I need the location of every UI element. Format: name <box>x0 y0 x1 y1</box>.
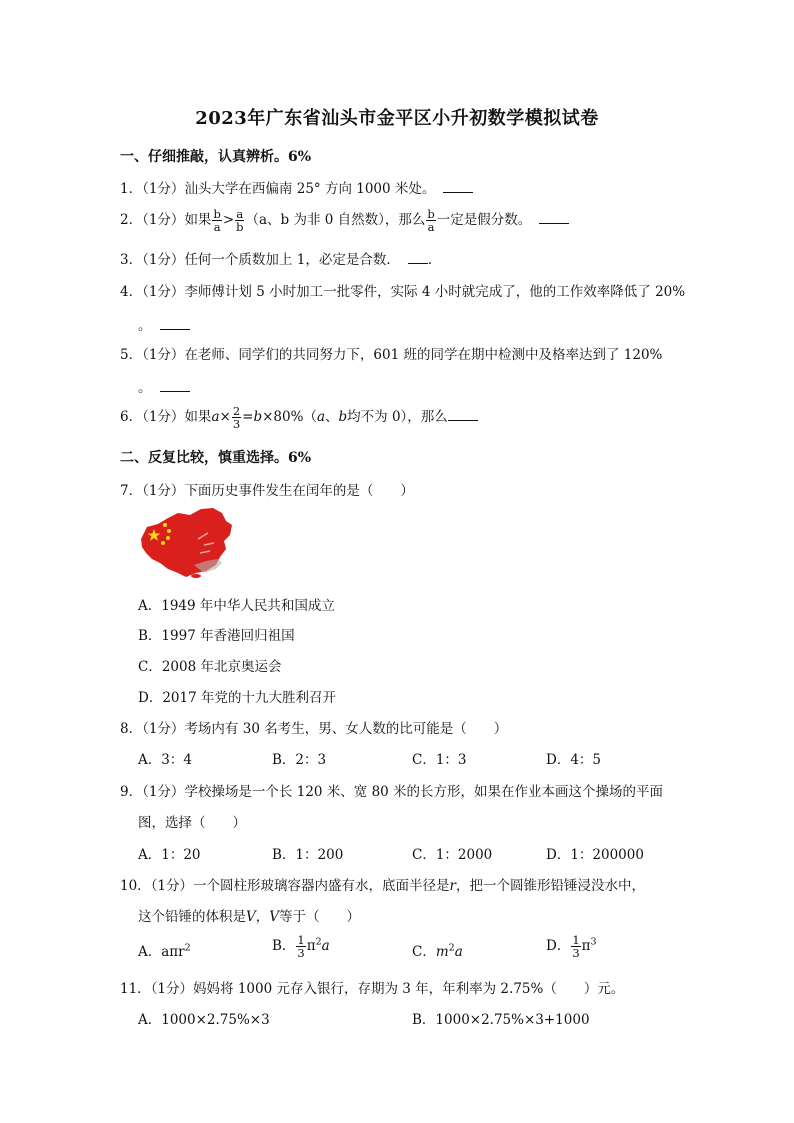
answer-blank[interactable] <box>539 211 569 224</box>
question-score: （1分） <box>142 409 185 425</box>
fraction: $\frac{a}{b}$ <box>236 207 244 234</box>
option-b[interactable]: B．1997 年香港回归祖国 <box>138 628 295 644</box>
question-score: （1分） <box>142 784 185 800</box>
answer-blank[interactable] <box>160 379 190 392</box>
option-d[interactable]: D．2017 年党的十九大胜利召开 <box>138 690 336 706</box>
question-number: 3． <box>120 252 143 268</box>
answer-blank[interactable] <box>160 317 190 330</box>
question-score: （1分） <box>150 981 194 997</box>
fraction: $\frac{b}{a}$ <box>427 207 435 234</box>
option-a[interactable]: A．aπr$^2$ <box>138 942 191 960</box>
fraction: $\frac{1}{3}$ <box>297 933 305 960</box>
option-c[interactable]: C．1：3 <box>412 752 467 768</box>
question-number: 1． <box>120 181 143 197</box>
question-score: （1分） <box>142 284 185 300</box>
answer-blank[interactable] <box>443 180 473 193</box>
option-c[interactable]: C．2008 年北京奥运会 <box>138 659 282 675</box>
question-text: 任何一个质数加上 1，必定是合数． <box>184 252 400 268</box>
section-heading-2: 二、反复比较，慎重选择。6% <box>120 450 312 466</box>
section-heading-1: 一、仔细推敲，认真辨析。6% <box>120 149 312 165</box>
question-score: （1分） <box>142 212 185 228</box>
option-c[interactable]: C．1：2000 <box>412 847 493 863</box>
question-4-continuation: 。 <box>138 314 190 334</box>
question-10-continuation: 这个铅锤的体积是V，V等于（ ） <box>138 909 360 925</box>
option-c[interactable]: C．$m^2a$ <box>412 942 463 960</box>
china-map-icon <box>138 503 236 579</box>
question-5 <box>120 343 662 363</box>
option-a[interactable]: A．1949 年中华人民共和国成立 <box>138 598 335 614</box>
option-b[interactable]: B．1：200 <box>272 847 344 863</box>
question-8 <box>120 717 507 737</box>
option-d[interactable]: D．1：200000 <box>546 847 644 863</box>
fraction: $\frac{2}{3}$ <box>232 404 241 431</box>
question-text: 李师傅计划 5 小时加工一批零件，实际 4 小时就完成了，他的工作效率降低了 20% <box>184 284 686 300</box>
question-number: 8． <box>120 721 143 737</box>
question-number: 6． <box>120 409 143 425</box>
question-number: 9． <box>120 784 143 800</box>
question-number: 5． <box>120 347 143 363</box>
question-7 <box>120 479 414 499</box>
question-1 <box>120 177 473 197</box>
question-2: 2．（1分）如果 $\frac{b}{a}$ > $\frac{a}{b}$ （a、b 为非 0 自然数），那么 $\frac{b}{a}$ 一定是假分数。 <box>120 208 569 233</box>
question-text: 汕头大学在西偏南 25° 方向 1000 米处。 <box>184 181 436 197</box>
option-b[interactable]: B．2：3 <box>272 752 327 768</box>
question-text: 学校操场是一个长 120 米、宽 80 米的长方形，如果在作业本画这个操场的平面 <box>184 784 664 800</box>
question-text: 考场内有 30 名考生，男、女人数的比可能是（ ） <box>184 721 508 737</box>
china-map-image <box>138 503 236 579</box>
option-d[interactable]: D． $\frac{1}{3}$ $\pi^3$ <box>546 933 597 960</box>
option-a[interactable]: A．1：20 <box>138 847 201 863</box>
question-10: 10．（1分）一个圆柱形玻璃容器内盛有水，底面半径是r，把一个圆锥形铅锤浸没水中， <box>120 878 645 894</box>
question-5-continuation: 。 <box>138 376 190 396</box>
question-text: 下面历史事件发生在闰年的是（ ） <box>184 483 414 499</box>
question-4 <box>120 280 685 300</box>
option-b[interactable]: B． $\frac{1}{3}$ $\pi^2a$ <box>272 933 330 960</box>
page-title: 2023年广东省汕头市金平区小升初数学模拟试卷 <box>195 108 599 129</box>
question-score: （1分） <box>142 252 185 268</box>
question-6: 6．（1分）如果a× $\frac{2}{3}$ =b×80%（a、b均不为 0），那么 <box>120 405 478 430</box>
question-9-continuation: 图，选择（ ） <box>138 815 246 831</box>
answer-blank[interactable] <box>408 251 428 264</box>
question-number: 11． <box>120 981 151 997</box>
question-9 <box>120 780 663 800</box>
option-a[interactable]: A．1000×2.75%×3 <box>138 1012 270 1028</box>
option-a[interactable]: A．3：4 <box>138 752 192 768</box>
question-score: （1分） <box>142 347 185 363</box>
question-number: 10． <box>120 878 151 894</box>
question-text: 在老师、同学们的共同努力下，601 班的同学在期中检测中及格率达到了 120% <box>184 347 663 363</box>
question-score: （1分） <box>142 181 185 197</box>
question-11 <box>120 977 624 997</box>
option-b[interactable]: B．1000×2.75%×3+1000 <box>412 1012 590 1028</box>
question-score: （1分） <box>150 878 194 894</box>
answer-blank[interactable] <box>448 408 478 421</box>
question-number: 2． <box>120 212 143 228</box>
question-3: 3．（1分）任何一个质数加上 1，必定是合数． ． <box>120 252 442 268</box>
fraction: $\frac{1}{3}$ <box>572 933 580 960</box>
question-text: 妈妈将 1000 元存入银行，存期为 3 年，年利率为 2.75%（ ）元。 <box>193 981 625 997</box>
question-score: （1分） <box>142 483 185 499</box>
question-number: 4． <box>120 284 143 300</box>
question-number: 7． <box>120 483 143 499</box>
fraction: $\frac{b}{a}$ <box>213 207 221 234</box>
question-score: （1分） <box>142 721 185 737</box>
option-d[interactable]: D．4：5 <box>546 752 602 768</box>
